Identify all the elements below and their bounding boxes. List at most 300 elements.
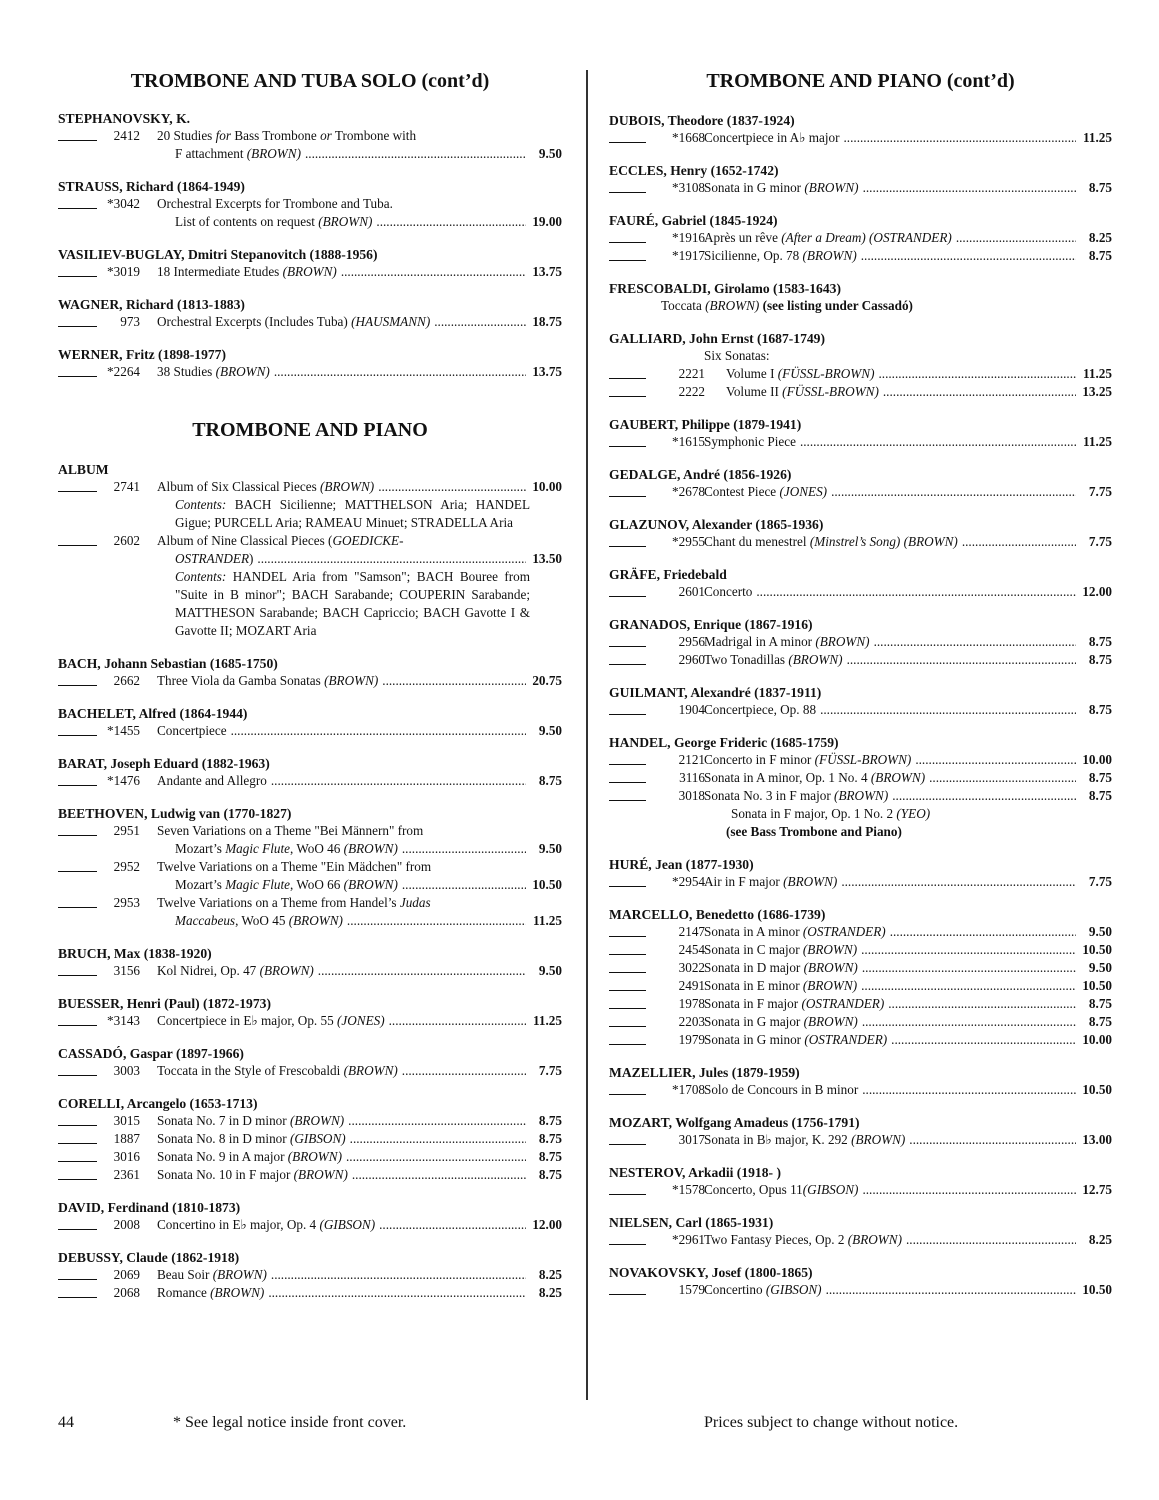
catalog-item bbox=[609, 533, 1112, 551]
item-title-text: Concerto bbox=[704, 584, 753, 599]
catalog-number: *1917 bbox=[672, 248, 705, 263]
catalog-item bbox=[58, 1148, 562, 1166]
catalog-item bbox=[58, 962, 562, 980]
composer-entry bbox=[609, 1064, 1112, 1099]
dot-leader bbox=[929, 769, 1076, 787]
order-blank bbox=[609, 1144, 646, 1145]
left-composer-list-2 bbox=[58, 461, 562, 1302]
column-divider bbox=[586, 70, 588, 1400]
catalog-item bbox=[609, 633, 1112, 651]
item-price: 8.75 bbox=[1088, 996, 1112, 1011]
composer-name: STRAUSS, Richard (1864-1949) bbox=[58, 179, 245, 194]
item-title-text: Concertpiece in A♭ major bbox=[704, 130, 840, 145]
composer-entry bbox=[609, 1214, 1112, 1249]
order-blank bbox=[609, 972, 646, 973]
item-price: 7.75 bbox=[1088, 484, 1112, 499]
item-title-text: Romance (BROWN) bbox=[157, 1285, 265, 1300]
catalog-item bbox=[609, 583, 1112, 601]
catalog-number: 2953 bbox=[113, 895, 140, 910]
item-title-text: Sonata in B♭ major, K. 292 (BROWN) bbox=[704, 1132, 906, 1147]
composer-name: VASILIEV-BUGLAY, Dmitri Stepanovitch (1888-1956) bbox=[58, 247, 378, 262]
item-title-text: Mozart’s Magic Flute, WoO 46 (BROWN) bbox=[175, 841, 398, 856]
order-blank bbox=[609, 764, 646, 765]
item-price: 8.75 bbox=[1088, 1014, 1112, 1029]
catalog-number: 973 bbox=[120, 314, 140, 329]
catalog-number: 3018 bbox=[678, 788, 705, 803]
composer-entry bbox=[609, 734, 1112, 841]
catalog-item-continued bbox=[58, 912, 562, 930]
catalog-item bbox=[609, 1081, 1112, 1099]
item-title-text: Sonata in G minor (OSTRANDER) bbox=[704, 1032, 888, 1047]
item-title bbox=[704, 995, 1112, 1013]
item-title bbox=[157, 1012, 562, 1030]
catalog-number: *1455 bbox=[107, 723, 140, 738]
item-title bbox=[704, 1181, 1112, 1199]
item-title bbox=[157, 313, 562, 331]
dot-leader bbox=[847, 651, 1076, 669]
catalog-item bbox=[58, 822, 562, 840]
composer-entry bbox=[609, 1114, 1112, 1149]
item-price: 8.25 bbox=[538, 1267, 562, 1282]
catalog-number: 3156 bbox=[113, 963, 140, 978]
item-title bbox=[157, 532, 562, 550]
composer-entry bbox=[58, 1249, 562, 1302]
item-title-text: Chant du menestrel (Minstrel’s Song) (BROWN) bbox=[704, 534, 958, 549]
catalog-item bbox=[58, 313, 562, 331]
order-blank bbox=[58, 1279, 97, 1280]
composer-entry bbox=[609, 1164, 1112, 1199]
composer-entry bbox=[58, 705, 562, 740]
dot-leader bbox=[274, 363, 526, 381]
composer-name: HANDEL, George Frideric (1685-1759) bbox=[609, 735, 839, 750]
item-title-text: Orchestral Excerpts for Trombone and Tuba. bbox=[157, 196, 393, 211]
dot-leader bbox=[346, 1148, 526, 1166]
dot-leader bbox=[271, 772, 526, 790]
item-title bbox=[157, 1130, 562, 1148]
dot-leader bbox=[347, 912, 526, 930]
item-title bbox=[704, 433, 1112, 451]
dot-leader bbox=[956, 229, 1076, 247]
item-title-text: 38 Studies (BROWN) bbox=[157, 364, 270, 379]
item-price: 13.50 bbox=[532, 551, 562, 566]
dot-leader bbox=[863, 179, 1076, 197]
item-title bbox=[157, 1148, 562, 1166]
item-title-text: Mozart’s Magic Flute, WoO 66 (BROWN) bbox=[175, 877, 398, 892]
composer-entry bbox=[58, 1095, 562, 1184]
composer-entry bbox=[58, 246, 562, 281]
item-price: 9.50 bbox=[538, 146, 562, 161]
composer-entry bbox=[58, 655, 562, 690]
item-title-text: List of contents on request (BROWN) bbox=[175, 214, 373, 229]
composer-name: MAZELLIER, Jules (1879-1959) bbox=[609, 1065, 800, 1080]
order-blank bbox=[609, 242, 646, 243]
order-blank bbox=[609, 1294, 646, 1295]
order-blank bbox=[609, 990, 646, 991]
catalog-number: *1668 bbox=[672, 130, 705, 145]
item-price: 8.75 bbox=[1088, 788, 1112, 803]
item-title-text: Sonata No. 7 in D minor (BROWN) bbox=[157, 1113, 345, 1128]
item-price: 7.75 bbox=[1088, 874, 1112, 889]
order-blank bbox=[58, 376, 97, 377]
dot-leader bbox=[890, 923, 1076, 941]
item-title bbox=[157, 1284, 562, 1302]
catalog-item bbox=[58, 1266, 562, 1284]
order-blank bbox=[58, 685, 97, 686]
composer-name: FRESCOBALDI, Girolamo (1583-1643) bbox=[609, 281, 841, 296]
catalog-number: 2454 bbox=[678, 942, 705, 957]
composer-entry bbox=[58, 178, 562, 231]
item-title-text: F attachment (BROWN) bbox=[175, 146, 301, 161]
composer-name: ECCLES, Henry (1652-1742) bbox=[609, 163, 779, 178]
order-blank bbox=[609, 446, 646, 447]
item-title bbox=[704, 651, 1112, 669]
item-title bbox=[157, 894, 562, 912]
item-price: 10.50 bbox=[1082, 942, 1112, 957]
order-blank bbox=[58, 1179, 97, 1180]
item-title-text: Andante and Allegro bbox=[157, 773, 267, 788]
composer-name: MOZART, Wolfgang Amadeus (1756-1791) bbox=[609, 1115, 860, 1130]
item-title bbox=[704, 1231, 1112, 1249]
composer-name: GRÄFE, Friedebald bbox=[609, 567, 727, 582]
item-title-text: Sonata No. 10 in F major (BROWN) bbox=[157, 1167, 348, 1182]
catalog-item bbox=[58, 127, 562, 145]
item-price: 13.75 bbox=[532, 264, 562, 279]
composer-entry bbox=[609, 1264, 1112, 1299]
item-price: 11.25 bbox=[1083, 434, 1112, 449]
item-title bbox=[157, 1266, 562, 1284]
composer-entry bbox=[58, 346, 562, 381]
listing-note: (see Bass Trombone and Piano) bbox=[726, 824, 902, 839]
catalog-number: *3042 bbox=[107, 196, 140, 211]
left-column bbox=[58, 66, 562, 1317]
catalog-number: *2678 bbox=[672, 484, 705, 499]
item-title-text: Album of Six Classical Pieces (BROWN) bbox=[157, 479, 375, 494]
catalog-number: 3022 bbox=[678, 960, 705, 975]
order-blank bbox=[58, 1025, 97, 1026]
item-price: 19.00 bbox=[532, 214, 562, 229]
item-price: 13.00 bbox=[1082, 1132, 1112, 1147]
catalog-item bbox=[58, 478, 562, 496]
composer-entry bbox=[609, 112, 1112, 147]
order-blank bbox=[58, 545, 97, 546]
order-blank bbox=[609, 1094, 646, 1095]
composer-entry bbox=[58, 1199, 562, 1234]
item-title bbox=[157, 1112, 562, 1130]
order-blank bbox=[58, 1161, 97, 1162]
catalog-item bbox=[609, 1131, 1112, 1149]
item-title-text: Concertino (GIBSON) bbox=[704, 1282, 822, 1297]
dot-leader bbox=[826, 1281, 1076, 1299]
item-price: 10.00 bbox=[532, 479, 562, 494]
composer-name: DUBOIS, Theodore (1837-1924) bbox=[609, 113, 795, 128]
item-title bbox=[704, 751, 1112, 769]
composer-name: BARAT, Joseph Eduard (1882-1963) bbox=[58, 756, 270, 771]
item-title bbox=[157, 858, 562, 876]
item-title bbox=[157, 672, 562, 690]
catalog-item bbox=[58, 195, 562, 213]
section-heading-trombone-piano: TROMBONE AND PIANO bbox=[192, 419, 428, 441]
composer-entry bbox=[609, 280, 1112, 315]
item-title-text: Two Tonadillas (BROWN) bbox=[704, 652, 843, 667]
item-title bbox=[704, 533, 1112, 551]
composer-name: GALLIARD, John Ernst (1687-1749) bbox=[609, 331, 826, 346]
item-price: 8.75 bbox=[1088, 180, 1112, 195]
catalog-item-continued bbox=[58, 840, 562, 858]
catalog-item bbox=[609, 433, 1112, 451]
dot-leader bbox=[915, 751, 1076, 769]
item-price: 11.25 bbox=[533, 913, 562, 928]
item-title bbox=[704, 633, 1112, 651]
item-price: 8.75 bbox=[538, 1113, 562, 1128]
catalog-number: 3016 bbox=[113, 1149, 140, 1164]
composer-name: NOVAKOVSKY, Josef (1800-1865) bbox=[609, 1265, 813, 1280]
dot-leader bbox=[891, 1031, 1076, 1049]
catalog-item bbox=[609, 651, 1112, 669]
dot-leader bbox=[878, 365, 1076, 383]
item-price: 8.75 bbox=[1088, 702, 1112, 717]
catalog-number: 2147 bbox=[678, 924, 705, 939]
order-blank bbox=[609, 1008, 646, 1009]
item-title-text: Concertpiece bbox=[157, 723, 227, 738]
composer-name: NIELSEN, Carl (1865-1931) bbox=[609, 1215, 774, 1230]
catalog-item bbox=[58, 532, 562, 550]
catalog-number: 2222 bbox=[678, 384, 705, 399]
item-title-text: Sonata in A minor, Op. 1 No. 4 (BROWN) bbox=[704, 770, 926, 785]
dot-leader bbox=[389, 1012, 526, 1030]
item-title bbox=[157, 1216, 562, 1234]
catalog-item-continued bbox=[58, 213, 562, 231]
order-blank bbox=[609, 936, 646, 937]
catalog-number: 2412 bbox=[113, 128, 140, 143]
catalog-item bbox=[609, 701, 1112, 719]
item-title bbox=[704, 1131, 1112, 1149]
catalog-item bbox=[58, 1012, 562, 1030]
catalog-number: 2491 bbox=[678, 978, 705, 993]
catalog-item bbox=[609, 787, 1112, 805]
order-blank bbox=[58, 735, 97, 736]
composer-entry bbox=[609, 416, 1112, 451]
item-title-text: Sonata No. 8 in D minor (GIBSON) bbox=[157, 1131, 346, 1146]
catalog-item bbox=[58, 263, 562, 281]
composer-entry bbox=[609, 212, 1112, 265]
legal-notice: * See legal notice inside front cover. bbox=[173, 1414, 407, 1431]
item-title-text: Symphonic Piece bbox=[704, 434, 796, 449]
dot-leader bbox=[862, 1181, 1076, 1199]
composer-entry bbox=[58, 296, 562, 331]
item-price: 10.50 bbox=[1082, 978, 1112, 993]
dot-leader bbox=[841, 873, 1076, 891]
dot-leader bbox=[271, 1266, 526, 1284]
catalog-number: 1978 bbox=[678, 996, 705, 1011]
item-title bbox=[704, 769, 1112, 787]
catalog-item bbox=[609, 1031, 1112, 1049]
item-title-text: Sonata No. 9 in A major (BROWN) bbox=[157, 1149, 342, 1164]
catalog-number: 3017 bbox=[678, 1132, 705, 1147]
order-blank bbox=[609, 800, 646, 801]
item-title-text: Madrigal in A minor (BROWN) bbox=[704, 634, 870, 649]
catalog-number: 1904 bbox=[678, 702, 705, 717]
order-blank bbox=[58, 871, 97, 872]
item-title bbox=[704, 959, 1112, 977]
order-blank bbox=[58, 975, 97, 976]
order-blank bbox=[609, 396, 646, 397]
composer-entry bbox=[58, 805, 562, 930]
order-blank bbox=[609, 142, 646, 143]
item-price: 8.75 bbox=[1088, 248, 1112, 263]
catalog-item bbox=[609, 923, 1112, 941]
order-blank bbox=[58, 276, 97, 277]
item-title-text: Volume II (FÜSSL-BROWN) bbox=[726, 384, 879, 399]
item-title-text: Sonata in A minor (OSTRANDER) bbox=[704, 924, 886, 939]
item-price: 10.00 bbox=[1082, 1032, 1112, 1047]
item-price: 9.50 bbox=[538, 723, 562, 738]
dot-leader bbox=[862, 1081, 1076, 1099]
catalog-number: 2662 bbox=[113, 673, 140, 688]
catalog-item bbox=[58, 858, 562, 876]
composer-name: GRANADOS, Enrique (1867-1916) bbox=[609, 617, 813, 632]
item-title bbox=[704, 701, 1112, 719]
composer-name: BACH, Johann Sebastian (1685-1750) bbox=[58, 656, 278, 671]
item-title-text: Kol Nidrei, Op. 47 (BROWN) bbox=[157, 963, 314, 978]
item-title-text: Concerto in F minor (FÜSSL-BROWN) bbox=[704, 752, 912, 767]
catalog-number: 1579 bbox=[678, 1282, 705, 1297]
item-title-text: Maccabeus, WoO 45 (BROWN) bbox=[175, 913, 343, 928]
catalog-item-continued bbox=[58, 145, 562, 163]
item-title bbox=[157, 195, 562, 213]
item-price: 10.50 bbox=[1082, 1282, 1112, 1297]
composer-name: WAGNER, Richard (1813-1883) bbox=[58, 297, 245, 312]
dot-leader bbox=[861, 247, 1076, 265]
item-title bbox=[157, 263, 562, 281]
catalog-item bbox=[58, 1130, 562, 1148]
composer-name: BEETHOVEN, Ludwig van (1770-1827) bbox=[58, 806, 292, 821]
composer-name: DAVID, Ferdinand (1810-1873) bbox=[58, 1200, 241, 1215]
catalog-item bbox=[58, 772, 562, 790]
dot-leader bbox=[800, 433, 1076, 451]
item-price: 13.25 bbox=[1082, 384, 1112, 399]
catalog-number: 2221 bbox=[678, 366, 705, 381]
catalog-item bbox=[58, 1062, 562, 1080]
catalog-number: 2951 bbox=[113, 823, 140, 838]
catalog-number: *1916 bbox=[672, 230, 705, 245]
item-title-text: Beau Soir (BROWN) bbox=[157, 1267, 267, 1282]
composer-entry bbox=[609, 516, 1112, 551]
catalog-number: 2069 bbox=[113, 1267, 140, 1282]
item-title bbox=[704, 1031, 1112, 1049]
composer-name: STEPHANOVSKY, K. bbox=[58, 111, 191, 126]
composer-name: BACHELET, Alfred (1864-1944) bbox=[58, 706, 248, 721]
item-title bbox=[704, 179, 1112, 197]
composer-entry bbox=[58, 995, 562, 1030]
composer-name: HURÉ, Jean (1877-1930) bbox=[609, 857, 754, 872]
dot-leader bbox=[861, 977, 1076, 995]
catalog-number: *2955 bbox=[672, 534, 705, 549]
price-notice: Prices subject to change without notice. bbox=[704, 1414, 959, 1431]
order-blank bbox=[58, 907, 97, 908]
composer-name: CORELLI, Arcangelo (1653-1713) bbox=[58, 1096, 258, 1111]
catalog-item bbox=[609, 769, 1112, 787]
catalog-item bbox=[58, 1216, 562, 1234]
item-price: 18.75 bbox=[532, 314, 562, 329]
catalog-item bbox=[609, 365, 1112, 383]
item-title-text: Sonata in D major (BROWN) bbox=[704, 960, 858, 975]
dot-leader bbox=[378, 478, 526, 496]
catalog-item bbox=[609, 483, 1112, 501]
item-title-text: Concertino in E♭ major, Op. 4 (GIBSON) bbox=[157, 1217, 376, 1232]
left-composer-list-1 bbox=[58, 110, 562, 381]
order-blank bbox=[609, 496, 646, 497]
item-title-text: Seven Variations on a Theme "Bei Männern" from bbox=[157, 823, 424, 838]
item-title bbox=[704, 1281, 1112, 1299]
item-price: 8.75 bbox=[538, 1149, 562, 1164]
composer-entry bbox=[58, 110, 562, 163]
order-blank bbox=[609, 886, 646, 887]
dot-leader bbox=[862, 959, 1076, 977]
catalog-item bbox=[609, 941, 1112, 959]
item-price: 11.25 bbox=[533, 1013, 562, 1028]
catalog-item bbox=[609, 383, 1112, 401]
item-price: 8.75 bbox=[538, 1131, 562, 1146]
catalog-number: *2954 bbox=[672, 874, 705, 889]
item-title bbox=[704, 247, 1112, 265]
dot-leader bbox=[318, 962, 526, 980]
order-blank bbox=[58, 1297, 97, 1298]
dot-leader bbox=[888, 995, 1076, 1013]
catalog-number: 2956 bbox=[678, 634, 705, 649]
order-blank bbox=[609, 1194, 646, 1195]
dot-leader bbox=[962, 533, 1076, 551]
item-title-text: OSTRANDER) bbox=[175, 551, 254, 566]
composer-entry bbox=[609, 616, 1112, 669]
catalog-number: *1476 bbox=[107, 773, 140, 788]
catalog-item bbox=[609, 1013, 1112, 1031]
item-title-text: Air in F major (BROWN) bbox=[704, 874, 838, 889]
catalog-number: 2361 bbox=[113, 1167, 140, 1182]
catalog-item bbox=[58, 1166, 562, 1184]
dot-leader bbox=[231, 722, 526, 740]
item-price: 8.25 bbox=[1088, 1232, 1112, 1247]
item-title-text: 18 Intermediate Etudes (BROWN) bbox=[157, 264, 337, 279]
item-title-text: Twelve Variations on a Theme "Ein Mädchen" from bbox=[157, 859, 432, 874]
catalog-item bbox=[609, 873, 1112, 891]
catalog-item bbox=[58, 363, 562, 381]
catalog-number: 2602 bbox=[113, 533, 140, 548]
catalog-item bbox=[609, 977, 1112, 995]
item-title bbox=[157, 478, 562, 496]
dot-leader bbox=[350, 1130, 526, 1148]
dot-leader bbox=[844, 129, 1077, 147]
dot-leader bbox=[862, 1013, 1076, 1031]
catalog-item bbox=[609, 1231, 1112, 1249]
catalog-item bbox=[609, 1281, 1112, 1299]
item-title-text: Volume I (FÜSSL-BROWN) bbox=[726, 366, 875, 381]
catalog-number: 2008 bbox=[113, 1217, 140, 1232]
item-title bbox=[157, 1062, 562, 1080]
order-blank bbox=[609, 1026, 646, 1027]
composer-name: BRUCH, Max (1838-1920) bbox=[58, 946, 212, 961]
item-title bbox=[704, 873, 1112, 891]
item-title bbox=[704, 1081, 1112, 1099]
right-column bbox=[609, 66, 1112, 1314]
item-title bbox=[157, 363, 562, 381]
item-price: 8.75 bbox=[1088, 770, 1112, 785]
order-blank bbox=[58, 208, 97, 209]
item-title-text: Sonata in F major (OSTRANDER) bbox=[704, 996, 885, 1011]
catalog-number: 3116 bbox=[679, 770, 705, 785]
item-title-text: Concertpiece in E♭ major, Op. 55 (JONES) bbox=[157, 1013, 385, 1028]
section-heading-trombone-piano-contd: TROMBONE AND PIANO (cont’d) bbox=[706, 70, 1015, 92]
composer-entry bbox=[58, 755, 562, 790]
